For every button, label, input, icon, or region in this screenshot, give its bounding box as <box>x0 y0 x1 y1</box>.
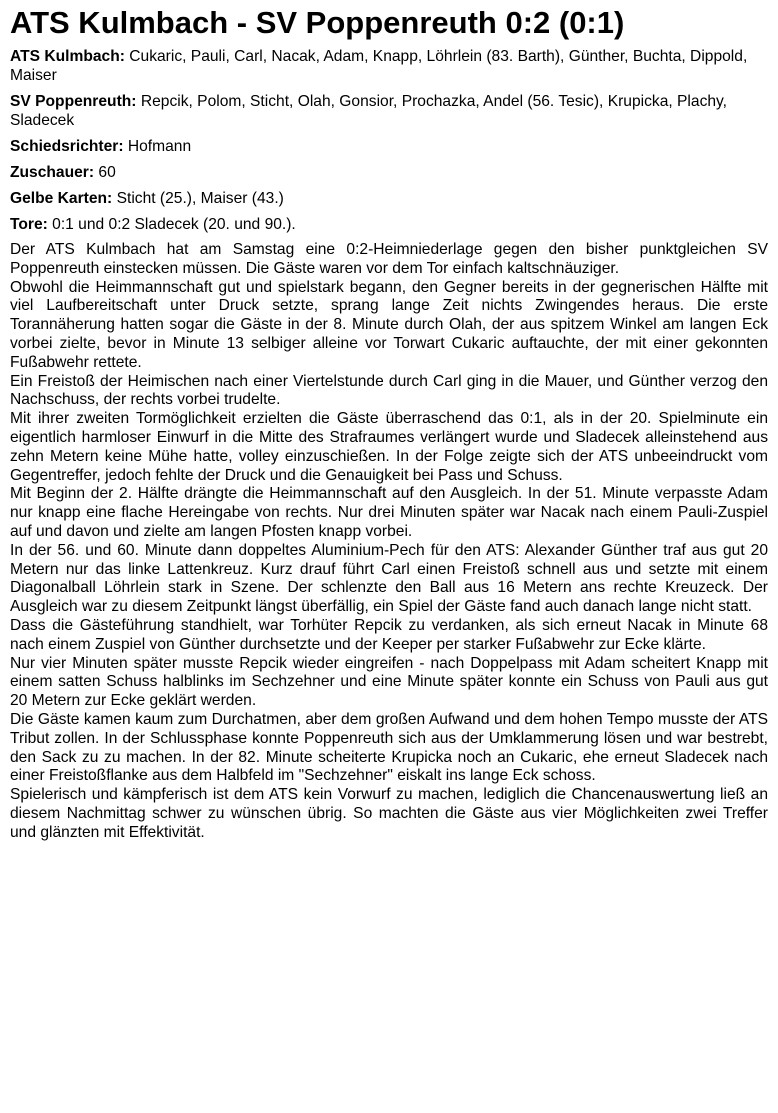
info-team-away <box>10 92 768 130</box>
report-paragraph: Mit ihrer zweiten Tormöglichkeit erzielten die Gäste überraschend das 0:1, als in der 20. Spielminute ein eigentlich harmloser Einwurf in die Mitte des Strafraumes verlängert wurde und Sladecek alleinstehend aus zehn Metern keine Mühe hatte, volley einzuschießen. In der Folge zeigte sich der ATS unbeeindruckt vom Gegentreffer, jedoch fehlte der Druck und die Genauigkeit bei Pass und Schuss. <box>10 410 768 484</box>
info-label: Schiedsrichter: <box>10 138 124 155</box>
info-value: Hofmann <box>123 138 192 155</box>
info-value: 0:1 und 0:2 Sladecek (20. und 90.). <box>47 216 296 233</box>
report-paragraph: Die Gäste kamen kaum zum Durchatmen, aber dem großen Aufwand und dem hohen Tempo musste der ATS Tribut zollen. In der Schlussphase konnte Poppenreuth sich aus der Umklammerung lösen und war bestrebt, den Sack zu zu machen. In der 82. Minute scheiterte Krupicka noch an Cukaric, ehe erneut Sladecek nach einer Freistoßflanke aus dem Halbfeld im "Sechzehner" eiskalt ins lange Eck schoss. <box>10 710 768 785</box>
match-headline: ATS Kulmbach - SV Poppenreuth 0:2 (0:1) <box>10 5 625 40</box>
info-yellow-cards <box>10 189 768 208</box>
report-paragraph: Ein Freistoß der Heimischen nach einer Viertelstunde durch Carl ging in die Mauer, und Günther verzog den Nachschuss, der rechts vorbei trudelte. <box>10 372 768 409</box>
info-value: 60 <box>94 164 116 181</box>
report-paragraph: Mit Beginn der 2. Hälfte drängte die Heimmannschaft auf den Ausgleich. In der 51. Minute verpasste Adam nur knapp eine flache Hereingabe von rechts. Nur drei Minuten später war Nacak nach einem Pauli-Zuspiel auf und davon und zielte am langen Pfosten knapp vorbei. <box>10 485 768 540</box>
report-paragraph: Dass die Gästeführung standhielt, war Torhüter Repcik zu verdanken, als sich erneut Nacak in Minute 68 nach einem Zuspiel von Günther durchsetzte und der Keeper per starker Fußabwehr zur Ecke klärte. <box>10 616 768 653</box>
info-team-home <box>10 47 768 85</box>
report-paragraph: Spielerisch und kämpferisch ist dem ATS kein Vorwurf zu machen, lediglich die Chancenauswertung ließ an diesem Nachmittag schwer zu wünschen übrig. So machten die Gäste aus vier Möglichkeiten zwei Treffer und glänzten mit Effektivität. <box>10 786 768 841</box>
info-value: Repcik, Polom, Sticht, Olah, Gonsior, Prochazka, Andel (56. Tesic), Krupicka, Plachy, Sladecek <box>10 93 728 129</box>
info-label: ATS Kulmbach: <box>10 48 125 65</box>
match-report <box>10 241 768 843</box>
info-label: SV Poppenreuth: <box>10 93 137 110</box>
report-paragraph: Der ATS Kulmbach hat am Samstag eine 0:2-Heimniederlage gegen den bisher punktgleichen SV Poppenreuth einstecken müssen. Die Gäste waren vor dem Tor einfach kaltschnäuziger. <box>10 241 768 277</box>
info-value: Cukaric, Pauli, Carl, Nacak, Adam, Knapp, Löhrlein (83. Barth), Günther, Buchta, Dippold, Maiser <box>10 48 748 84</box>
info-label: Tore: <box>10 216 48 233</box>
info-referee <box>10 137 768 156</box>
info-spectators <box>10 163 768 182</box>
info-label: Gelbe Karten: <box>10 190 113 207</box>
info-goals <box>10 215 768 234</box>
report-paragraph: In der 56. und 60. Minute dann doppeltes Aluminium-Pech für den ATS: Alexander Günther traf aus gut 20 Metern nur das linke Lattenkreuz. Kurz drauf führt Carl einen Freistoß schnell aus und setzte mit einem Diagonalball Löhrlein stark in Szene. Der schlenzte den Ball aus 16 Metern ans rechte Kreuzeck. Der Ausgleich war zu diesem Zeitpunkt längst überfällig, ein Spiel der Gäste fand auch danach lange nicht statt. <box>10 541 768 616</box>
info-value: Sticht (25.), Maiser (43.) <box>112 190 284 207</box>
info-label: Zuschauer: <box>10 164 95 181</box>
report-paragraph: Obwohl die Heimmannschaft gut und spielstark begann, den Gegner bereits in der gegnerischen Hälfte mit viel Laufbereitschaft unter Druck setzte, sprang lange Zeit nichts Zwingendes heraus. Die erste Torannäherung hatten sogar die Gäste in der 8. Minute durch Olah, der aus spitzem Winkel am langen Eck vorbei zielte, bevor in Minute 13 selbiger alleine vor Torwart Cukaric auftauchte, der mit einer gekonnten Fußabwehr rettete. <box>10 278 768 371</box>
report-paragraph: Nur vier Minuten später musste Repcik wieder eingreifen - nach Doppelpass mit Adam scheitert Knapp mit einem satten Schuss halblinks im Sechzehner und eine Minute später konnte ein Schuss von Pauli aus gut 20 Metern zur Ecke geklärt werden. <box>10 654 768 710</box>
